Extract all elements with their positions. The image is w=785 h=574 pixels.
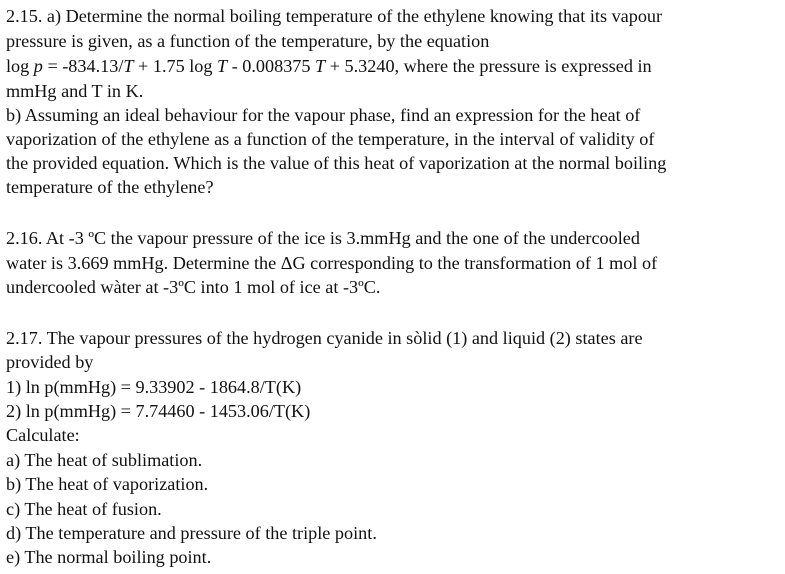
equation-part-3: - 0.008375 bbox=[227, 56, 316, 76]
equation-part-4: + 5.3240, where the pressure is expressed in bbox=[325, 56, 652, 76]
problem-2-17-item-c: c) The heat of fusion. bbox=[6, 499, 162, 519]
problem-2-15-line-2: pressure is given, as a function of the temperature, by the equation bbox=[6, 31, 490, 51]
problem-2-17-item-e: e) The normal boiling point. bbox=[6, 547, 212, 567]
equation-t-symbol-2: T bbox=[217, 56, 228, 76]
problem-2-15-line-7: temperature of the ethylene? bbox=[6, 177, 214, 197]
problem-2-16-line-2: water is 3.669 mmHg. Determine the ΔG corresponding to the transformation of 1 mol of bbox=[6, 253, 658, 273]
problem-2-17-equation-2: 2) ln p(mmHg) = 7.74460 - 1453.06/T(K) bbox=[6, 401, 311, 421]
equation-t-symbol-3: T bbox=[315, 56, 326, 76]
equation-part-2: + 1.75 log bbox=[133, 56, 218, 76]
problem-2-17-item-b: b) The heat of vaporization. bbox=[6, 474, 209, 494]
problem-2-15-line-3: mmHg and T in K. bbox=[6, 81, 144, 101]
equation-t-symbol-1: T bbox=[123, 56, 134, 76]
problem-2-15-line-1: 2.15. a) Determine the normal boiling temperature of the ethylene knowing that its vapour bbox=[6, 6, 663, 26]
problem-2-17-item-a: a) The heat of sublimation. bbox=[6, 450, 203, 470]
problem-2-17-equation-1: 1) ln p(mmHg) = 9.33902 - 1864.8/T(K) bbox=[6, 377, 302, 397]
problem-2-15-equation-line bbox=[6, 54, 652, 78]
problem-2-17-line-2: provided by bbox=[6, 352, 94, 372]
problem-2-16-line-3: undercooled wàter at -3ºC into 1 mol of ice at -3ºC. bbox=[6, 277, 381, 297]
problem-2-15-line-4: b) Assuming an ideal behaviour for the vapour phase, find an expression for the heat of bbox=[6, 105, 641, 125]
equation-log-label: log bbox=[6, 56, 34, 76]
problem-2-17-calculate-label: Calculate: bbox=[6, 425, 80, 445]
problem-2-17-line-1: 2.17. The vapour pressures of the hydrogen cyanide in sòlid (1) and liquid (2) states are bbox=[6, 328, 643, 348]
equation-part-1: = -834.13/ bbox=[42, 56, 124, 76]
problem-2-17-item-d: d) The temperature and pressure of the triple point. bbox=[6, 523, 377, 543]
problem-2-15-line-6: the provided equation. Which is the value of this heat of vaporization at the normal boiling bbox=[6, 153, 667, 173]
problem-2-16-line-1: 2.16. At -3 ºC the vapour pressure of the ice is 3.mmHg and the one of the undercooled bbox=[6, 228, 640, 248]
problem-2-15-line-5: vaporization of the ethylene as a function of the temperature, in the interval of validity of bbox=[6, 129, 655, 149]
equation-p-symbol: p bbox=[33, 56, 43, 76]
